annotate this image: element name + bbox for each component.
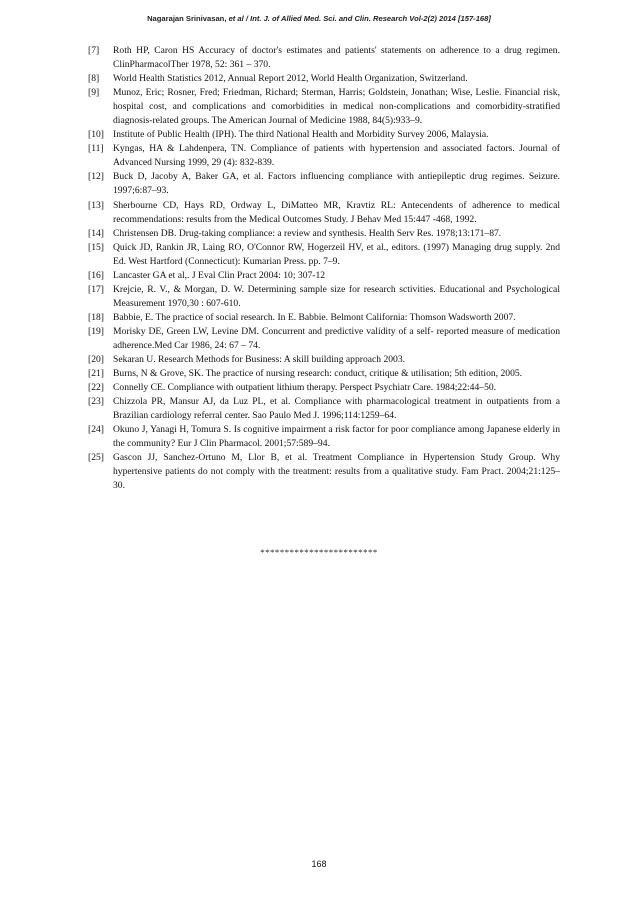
reference-text: Babbie, E. The practice of social research. In E. Babbie. Belmont California: Thomson Wadsworth 2007. [113, 311, 516, 323]
reference-item [88, 353, 560, 367]
header-journal: et al / Int. J. of Allied Med. Sci. and Clin. Research Vol-2(2) 2014 [157-168] [228, 14, 491, 23]
reference-item [88, 367, 560, 381]
reference-number: [10] [88, 129, 104, 141]
reference-number: [7] [88, 45, 100, 56]
reference-number: [23] [88, 396, 104, 408]
reference-item [88, 269, 560, 283]
reference-item [88, 128, 560, 142]
reference-number: [25] [88, 452, 104, 464]
reference-text: Christensen DB. Drug-taking compliance: a review and synthesis. Health Serv Res. 1978;13:171–87. [113, 227, 502, 239]
reference-text: Institute of Public Health (IPH). The third National Health and Morbidity Survey 2006, Malaysia. [113, 129, 489, 141]
reference-item [88, 86, 560, 128]
reference-number: [13] [88, 199, 104, 211]
reference-text: Connelly CE. Compliance with outpatient lithium therapy. Perspect Psychiatr Care. 1984;22:44–50. [113, 382, 497, 394]
reference-text: Kyngas, HA & Lahdenpera, TN. Compliance of patients with hypertension and associated factors. Journal of Advanced Nursing 1999, 29 (4): 832-839. [113, 143, 560, 169]
reference-number: [21] [88, 368, 104, 380]
reference-item [88, 451, 560, 493]
reference-number: [9] [88, 87, 100, 99]
reference-number: [19] [88, 325, 104, 337]
reference-text: Quick JD, Rankin JR, Laing RO, O'Connor RW, Hogerzeil HV, et al., editors. (1997) Managing drug supply. 2nd Ed. West Hartford (Connecticut): Kumarian Press. pp. 7–9. [113, 241, 560, 267]
reference-text: Sekaran U. Research Methods for Business: A skill building approach 2003. [113, 354, 406, 366]
reference-number: [14] [88, 227, 104, 239]
reference-number: [8] [88, 73, 100, 85]
reference-item [88, 199, 560, 227]
reference-item [88, 227, 560, 241]
reference-item [88, 44, 560, 72]
reference-list [88, 44, 560, 494]
reference-number: [17] [88, 283, 104, 295]
reference-number: [24] [88, 424, 104, 436]
reference-text: Morisky DE, Green LW, Levine DM. Concurrent and predictive validity of a self- reported measure of medication adherence.Med Car 1986, 24: 67 – 74. [113, 325, 560, 351]
reference-item [88, 311, 560, 325]
reference-text: Roth HP, Caron HS Accuracy of doctor's estimates and patients' statements on adherence to a drug regimen. ClinPharmacolTher 1978, 52: 361 – 370. [113, 45, 560, 71]
reference-number: [22] [88, 382, 104, 394]
reference-number: [18] [88, 311, 104, 323]
reference-text: Chizzola PR, Mansur AJ, da Luz PL, et al. Compliance with pharmacological treatment in outpatients from a Brazilian cardiology referral center. Sao Paulo Med J. 1996;114:1259–64. [113, 396, 560, 422]
reference-number: [12] [88, 171, 104, 183]
reference-text: Buck D, Jacoby A, Baker GA, et al. Factors influencing compliance with antiepileptic drug regimes. Seizure. 1997;6:87–93. [113, 171, 560, 197]
reference-number: [20] [88, 354, 104, 366]
reference-item [88, 142, 560, 170]
reference-item [88, 241, 560, 269]
reference-text: World Health Statistics 2012, Annual Report 2012, World Health Organization, Switzerland. [113, 73, 468, 85]
running-header [0, 14, 638, 23]
reference-item [88, 325, 560, 353]
reference-item [88, 381, 560, 395]
reference-item [88, 72, 560, 86]
reference-item [88, 395, 560, 423]
page-number: 168 [311, 859, 327, 869]
reference-text: Okuno J, Yanagi H, Tomura S. Is cognitive impairment a risk factor for poor compliance among Japanese elderly in the community? Eur J Clin Pharmacol. 2001;57:589–94. [113, 424, 560, 450]
reference-text: Krejcie, R. V., & Morgan, D. W. Determining sample size for research sctivities. Educational and Psychological Measurement 1970,30 : 607-610. [113, 283, 560, 309]
reference-item [88, 283, 560, 311]
reference-number: [11] [88, 143, 104, 155]
header-authors: Nagarajan Srinivasan, [147, 14, 227, 23]
reference-item [88, 423, 560, 451]
reference-text: Munoz, Eric; Rosner, Fred; Friedman, Richard; Sterman, Harris; Goldstein, Jonathan; Wise, Leslie. Financial risk, hospital cost, and complications and comorbidities in medical non-complications and comorbidity-stratified diagnosis-related groups. The American Journal of Medicine 1988, 84(5):933–9. [113, 87, 560, 127]
reference-number: [16] [88, 269, 104, 281]
reference-text: Lancaster GA et al,. J Eval Clin Pract 2004: 10; 307-12 [113, 269, 326, 281]
reference-item [88, 170, 560, 198]
reference-text: Sherbourne CD, Hays RD, Ordway L, DiMatteo MR, Kravtiz RL: Antecendents of adherence to medical recommendations: results from the Medical Outcomes Study. J Behav Med 15:447 -468, 1992. [113, 199, 560, 225]
reference-number: [15] [88, 241, 104, 253]
end-of-article-marker: ************************ [260, 547, 378, 557]
reference-text: Gascon JJ, Sanchez-Ortuno M, Llor B, et al. Treatment Compliance in Hypertension Study Group. Why hypertensive patients do not comply with the treatment: results from a qualitative study. Fam Pract. 2004;21:125–30. [113, 452, 560, 492]
reference-text: Burns, N & Grove, SK. The practice of nursing research: conduct, critique & utilisation; 5th edition, 2005. [113, 368, 523, 380]
